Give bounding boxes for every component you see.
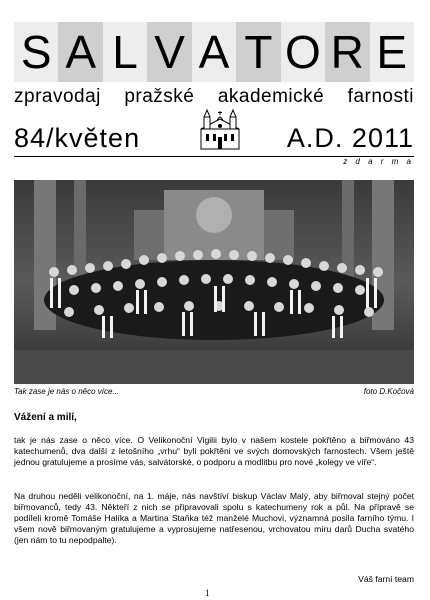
photo-credit: foto D.Kočová <box>363 387 414 396</box>
photo-caption: Tak zase je nás o něco více... <box>14 387 120 396</box>
masthead-letter: O <box>281 22 325 82</box>
masthead-letter: A <box>192 22 236 82</box>
article-paragraph: Na druhou neděli velikonoční, na 1. máje, nás navštíví biskup Václav Malý, aby biřmoval stejný počet biřmovanců, tedy 43. Někteří z nich se připravovali spolu s katechumeny rok a půl. Na přípravě se podíleli kromě Tomáše Halíka a Martina Staňka též manželé Muchovi, významná posila farního týmu. I všem nově biřmovaným gratulujeme a vyprosujeme natřesenou, vrchovatou míru darů Ducha svatého (jen nám to tu nepodpalte). <box>14 491 414 545</box>
issue-number: 84/květen <box>14 123 141 153</box>
masthead-letter: R <box>325 22 369 82</box>
masthead-title <box>14 22 414 82</box>
masthead-letter: V <box>147 22 191 82</box>
article-signature: Váš farní team <box>358 574 414 584</box>
issue-year: A.D. 2011 <box>286 123 414 153</box>
masthead-letter: T <box>236 22 280 82</box>
page-number: 1 <box>205 588 210 598</box>
subtitle <box>14 86 414 108</box>
article-paragraph: tak je nás zase o něco více. O Velikonoční Vigilii bylo v našem kostele pokřtěno a biřmováno 43 katechumenů, dva další z letošního „vrhu“ byli pokřtěni ve svých domovských farnostech. Všem ještě jednou gratulujeme a prosíme vás, salvátorské, o podporu a modlitbu pro nové „kolegy ve víře“. <box>14 435 414 467</box>
price-note: z d a r m a <box>343 157 414 166</box>
group-photo <box>14 180 414 384</box>
subtitle-word: akademické <box>217 86 325 107</box>
masthead-letter: S <box>14 22 58 82</box>
masthead-letter: E <box>370 22 414 82</box>
subtitle-word: farnosti <box>347 86 414 107</box>
church-logo <box>197 107 243 151</box>
masthead-letter: A <box>58 22 102 82</box>
subtitle-word: zpravodaj <box>14 86 101 107</box>
masthead-letter: L <box>103 22 147 82</box>
subtitle-word: pražské <box>124 86 195 107</box>
article-greeting: Vážení a milí, <box>14 412 77 423</box>
